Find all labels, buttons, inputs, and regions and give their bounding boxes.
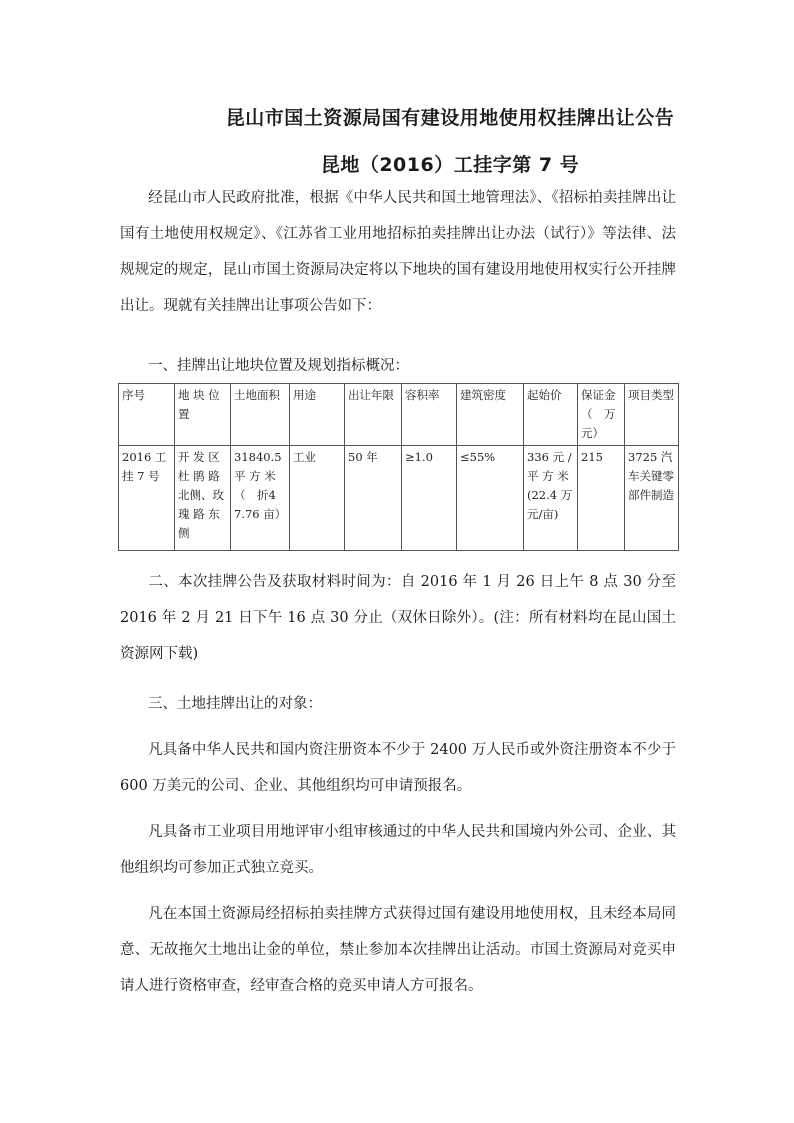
intro-paragraph: [120, 180, 676, 324]
header-plot-ratio: 容积率: [402, 384, 457, 446]
section-3-text: 三、土地挂牌出让的对象：: [148, 696, 322, 712]
header-term: 出让年限: [345, 384, 402, 446]
header-area: 土地面积: [231, 384, 290, 446]
cell-serial: 2016 工挂 7 号: [119, 446, 175, 551]
cell-deposit: 215: [578, 446, 625, 551]
cell-starting-price: 336 元 /平 方 米(22.4 万元/亩): [524, 446, 578, 551]
eligibility-paragraph-1: [120, 732, 676, 804]
cell-term: 50 年: [345, 446, 402, 551]
section-heading-2: [120, 564, 676, 672]
document-title: 昆山市国土资源局国有建设用地使用权挂牌出让公告: [225, 107, 675, 129]
cell-building-density: ≤55%: [457, 446, 524, 551]
cell-area: 31840.5平 方 米（ 折47.76 亩）: [231, 446, 290, 551]
cell-plot-ratio: ≥1.0: [402, 446, 457, 551]
table-row: [119, 446, 679, 551]
eligibility-1-text: 凡具备中华人民共和国内资注册资本不少于 2400 万人民币或外资注册资本不少于 600 万美元的公司、企业、其他组织均可申请预报名。: [120, 742, 676, 794]
section-2-text: 二、本次挂牌公告及获取材料时间为：自 2016 年 1 月 26 日上午 8 点 30 分至 2016 年 2 月 21 日下午 16 点 30 分止（双休日除外）。(注：所有材料均在昆山国土资源网下载): [120, 574, 676, 662]
header-serial: 序号: [119, 384, 175, 446]
header-starting-price: 起始价: [524, 384, 578, 446]
header-building-density: 建筑密度: [457, 384, 524, 446]
plot-table: [118, 383, 679, 551]
section-heading-3: [120, 686, 676, 722]
cell-project-type: 3725 汽车关键零部件制造: [625, 446, 679, 551]
table-header-row: [119, 384, 679, 446]
header-usage: 用途: [290, 384, 345, 446]
header-location: 地 块 位置: [175, 384, 231, 446]
eligibility-2-text: 凡具备市工业项目用地评审小组审核通过的中华人民共和国境内外公司、企业、其他组织均可参加正式独立竞买。: [120, 824, 676, 876]
section-1-text: 一、挂牌出让地块位置及规划指标概况：: [148, 358, 409, 374]
cell-location: 开 发 区杜 鹃 路北侧、玫瑰 路 东侧: [175, 446, 231, 551]
header-project-type: 项目类型: [625, 384, 679, 446]
section-heading-1: [120, 348, 676, 384]
intro-text: 经昆山市人民政府批准，根据《中华人民共和国土地管理法》、《招标拍卖挂牌出让国有土地使用权规定》、《江苏省工业用地招标拍卖挂牌出让办法（试行）》等法律、法规规定的规定，昆山市国土资源局决定将以下地块的国有建设用地使用权实行公开挂牌出让。现就有关挂牌出让事项公告如下：: [120, 190, 676, 314]
cell-usage: 工业: [290, 446, 345, 551]
document-number: 昆地（2016）工挂字第 7 号: [320, 154, 580, 176]
restriction-text: 凡在本国土资源局经招标拍卖挂牌方式获得过国有建设用地使用权，且未经本局同意、无故拖欠土地出让金的单位，禁止参加本次挂牌出让活动。市国土资源局对竞买申请人进行资格审查，经审查合格的竞买申请人方可报名。: [120, 906, 676, 994]
restriction-paragraph: [120, 896, 676, 1004]
header-deposit: 保证金（ 万元）: [578, 384, 625, 446]
eligibility-paragraph-2: [120, 814, 676, 886]
